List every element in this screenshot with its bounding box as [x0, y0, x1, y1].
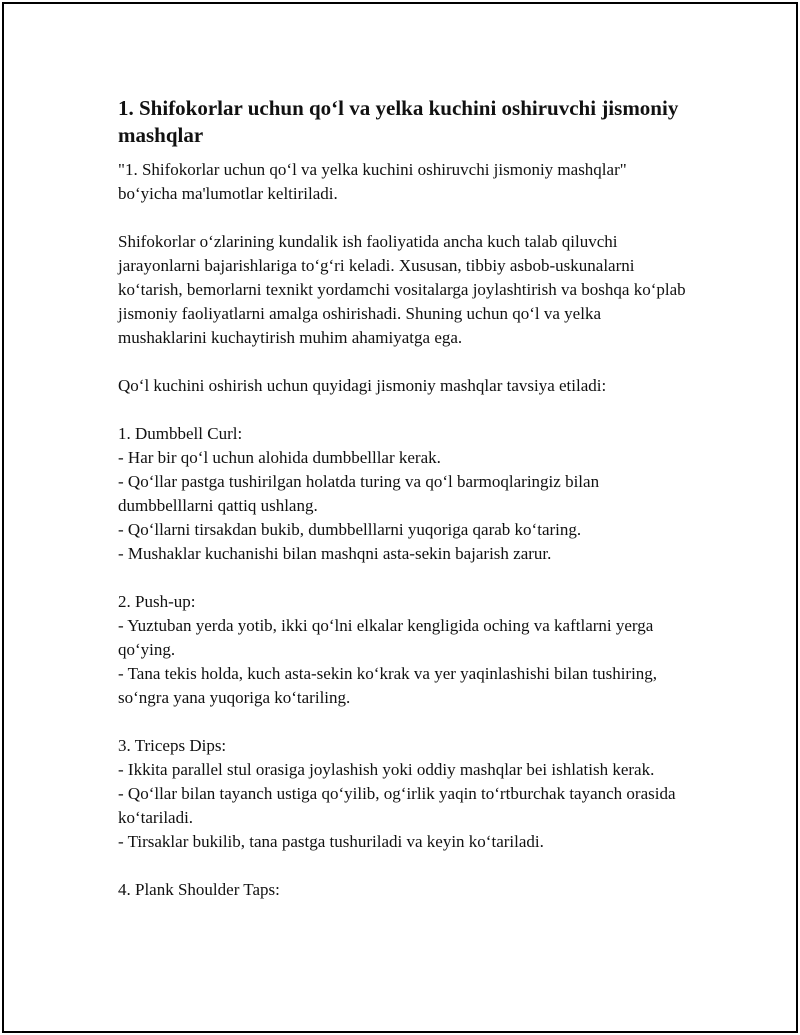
list-intro-text: Qo‘l kuchini oshirish uchun quyidagi jismoniy mashqlar tavsiya etiladi:	[118, 376, 607, 395]
document-body	[118, 95, 688, 926]
exercise-step: - Tana tekis holda, kuch asta-sekin ko‘krak va yer yaqinlashishi bilan tushiring, so‘ngra yana yuqoriga ko‘tariling.	[118, 664, 658, 707]
intro-text: "1. Shifokorlar uchun qo‘l va yelka kuchini oshiruvchi jismoniy mashqlar" bo‘yicha ma'lumotlar keltiriladi.	[118, 160, 627, 203]
exercise-step: - Qo‘llar pastga tushirilgan holatda turing va qo‘l barmoqlaringiz bilan dumbbelllarni qattiq ushlang.	[118, 472, 600, 515]
body-text: Shifokorlar o‘zlarining kundalik ish faoliyatida ancha kuch talab qiluvchi jarayonlarni bajarishlariga to‘g‘ri keladi. Xususan, tibbiy asbob-uskunalarni ko‘tarish, bemorlarni texnikt yordamchi vositalarga joylashtirish va boshqa ko‘plab jismoniy faoliyatlarni amalga oshirishadi. Shuning uchun qo‘l va yelka mushaklarini kuchaytirish muhim ahamiyatga ega.	[118, 232, 686, 347]
exercise-step: - Mushaklar kuchanishi bilan mashqni asta-sekin bajarish zarur.	[118, 544, 552, 563]
document-title: 1. Shifokorlar uchun qo‘l va yelka kuchini oshiruvchi jismoniy mashqlar	[118, 96, 679, 147]
intro-paragraph	[118, 158, 688, 206]
body-paragraph	[118, 230, 688, 350]
exercise-section	[118, 422, 688, 566]
exercise-heading: 2. Push-up:	[118, 592, 196, 611]
exercise-section	[118, 590, 688, 710]
exercise-step: - Har bir qo‘l uchun alohida dumbbelllar kerak.	[118, 448, 441, 467]
exercise-step: - Ikkita parallel stul orasiga joylashish yoki oddiy mashqlar bei ishlatish kerak.	[118, 760, 655, 779]
exercise-heading: 1. Dumbbell Curl:	[118, 424, 243, 443]
list-intro-paragraph	[118, 374, 688, 398]
exercise-section	[118, 734, 688, 854]
exercise-step: - Tirsaklar bukilib, tana pastga tushuriladi va keyin ko‘tariladi.	[118, 832, 544, 851]
exercise-step: - Yuztuban yerda yotib, ikki qo‘lni elkalar kengligida oching va kaftlarni yerga qo‘ying.	[118, 616, 654, 659]
exercise-heading: 4. Plank Shoulder Taps:	[118, 880, 280, 899]
exercise-step: - Qo‘llarni tirsakdan bukib, dumbbelllarni yuqoriga qarab ko‘taring.	[118, 520, 582, 539]
exercise-step: - Qo‘llar bilan tayanch ustiga qo‘yilib, og‘irlik yaqin to‘rtburchak tayanch orasida ko‘tariladi.	[118, 784, 676, 827]
exercise-heading: 3. Triceps Dips:	[118, 736, 227, 755]
exercise-section	[118, 878, 688, 902]
